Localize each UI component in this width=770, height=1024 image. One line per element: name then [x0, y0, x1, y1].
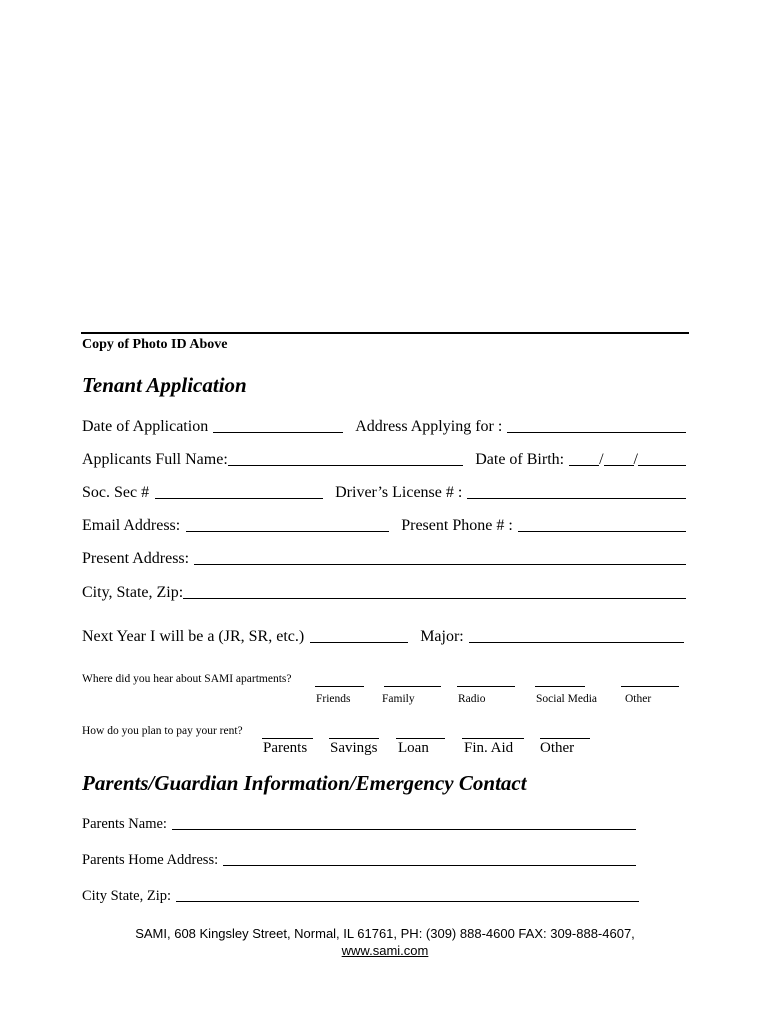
drivers-license-label: Driver’s License # : [335, 484, 463, 501]
pay-option-other: Other [540, 740, 575, 756]
photo-id-caption: Copy of Photo ID Above [82, 337, 228, 352]
hear-option-radio: Radio [458, 693, 486, 705]
hear-friends-blank[interactable] [315, 686, 364, 687]
major-label: Major: [420, 628, 464, 645]
row-parents-home-address [82, 852, 636, 869]
applicants-full-name-label: Applicants Full Name: [82, 451, 228, 468]
date-of-application-label: Date of Application [82, 418, 209, 435]
pay-option-fin-aid: Fin. Aid [464, 740, 514, 756]
row-name-dob [82, 451, 686, 469]
parents-name-label: Parents Name: [82, 816, 167, 832]
pay-rent-question: How do you plan to pay your rent? [82, 725, 243, 737]
dob-month-field[interactable] [569, 451, 599, 466]
dob-slash-2: / [633, 451, 638, 468]
hear-option-family: Family [382, 693, 415, 705]
date-of-application-field[interactable] [213, 418, 343, 433]
hear-option-other: Other [625, 693, 652, 705]
pay-savings-blank[interactable] [329, 738, 379, 739]
row-ssn-license [82, 484, 686, 502]
section-parents-title: Parents/Guardian Information/Emergency Contact [82, 771, 527, 795]
row-year-major [82, 628, 684, 646]
dob-slash-1: / [599, 451, 604, 468]
dob-year-field[interactable] [638, 451, 686, 466]
drivers-license-field[interactable] [467, 484, 686, 499]
date-of-birth-label: Date of Birth: [475, 451, 565, 468]
present-phone-field[interactable] [518, 517, 686, 532]
hear-family-blank[interactable] [384, 686, 441, 687]
photo-id-divider [81, 332, 689, 334]
pay-other-blank[interactable] [540, 738, 590, 739]
pay-option-savings: Savings [330, 740, 378, 756]
next-year-field[interactable] [310, 628, 408, 643]
parents-home-address-label: Parents Home Address: [82, 852, 219, 868]
footer-website-link[interactable]: www.sami.com [341, 943, 429, 958]
dob-day-field[interactable] [604, 451, 634, 466]
address-applying-for-field[interactable] [507, 418, 686, 433]
city-state-zip-label: City, State, Zip: [82, 584, 184, 601]
soc-sec-label: Soc. Sec # [82, 484, 150, 501]
row-date-address [82, 418, 686, 436]
present-address-field[interactable] [194, 550, 686, 565]
present-address-label: Present Address: [82, 550, 190, 567]
soc-sec-field[interactable] [155, 484, 323, 499]
parents-name-field[interactable] [172, 817, 636, 830]
parents-city-state-zip-label: City State, Zip: [82, 888, 172, 904]
footer-address: SAMI, 608 Kingsley Street, Normal, IL 61761, PH: (309) 888-4600 FAX: 309-888-4607, [135, 926, 635, 941]
parents-city-state-zip-field[interactable] [176, 889, 639, 902]
pay-option-loan: Loan [398, 740, 429, 756]
address-applying-for-label: Address Applying for : [355, 418, 503, 435]
pay-fin-aid-blank[interactable] [462, 738, 524, 739]
hear-radio-blank[interactable] [457, 686, 515, 687]
city-state-zip-field[interactable] [183, 584, 686, 599]
row-parents-city-state-zip [82, 888, 639, 905]
email-address-label: Email Address: [82, 517, 181, 534]
pay-parents-blank[interactable] [262, 738, 313, 739]
parents-home-address-field[interactable] [223, 853, 636, 866]
row-parents-name [82, 816, 636, 833]
row-city-state-zip [82, 584, 686, 602]
pay-option-parents: Parents [263, 740, 308, 756]
page-title: Tenant Application [82, 373, 247, 397]
hear-option-friends: Friends [316, 693, 351, 705]
present-phone-label: Present Phone # : [401, 517, 513, 534]
hear-other-blank[interactable] [621, 686, 679, 687]
pay-loan-blank[interactable] [396, 738, 445, 739]
row-email-phone [82, 517, 686, 535]
row-present-address [82, 550, 686, 568]
email-address-field[interactable] [186, 517, 389, 532]
major-field[interactable] [469, 628, 684, 643]
hear-option-social-media: Social Media [536, 693, 597, 705]
applicants-full-name-field[interactable] [228, 451, 463, 466]
hear-about-question: Where did you hear about SAMI apartments? [82, 673, 292, 685]
next-year-label: Next Year I will be a (JR, SR, etc.) [82, 628, 305, 645]
footer-website-line [0, 943, 770, 958]
hear-social-media-blank[interactable] [535, 686, 585, 687]
